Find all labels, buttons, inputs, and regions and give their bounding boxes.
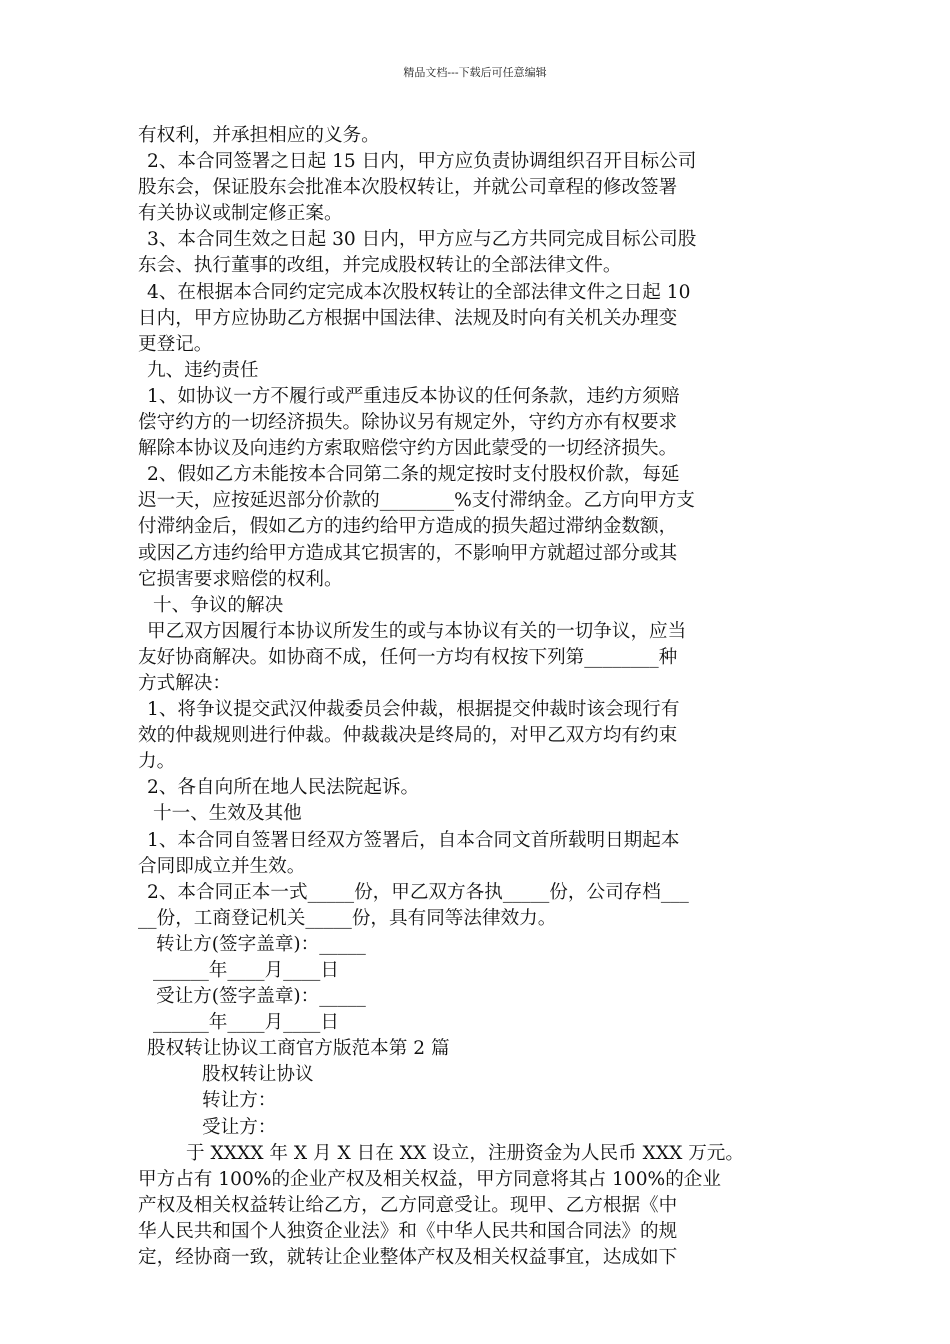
text-line: 转让方(签字盖章)：_____ <box>156 933 366 955</box>
text-line: 更登记。 <box>138 333 213 355</box>
text-line: 十、争议的解决 <box>153 594 284 616</box>
text-line: ______年____月____日 <box>153 960 339 981</box>
text-line: 效的仲裁规则进行仲裁。仲裁裁决是终局的，对甲乙双方均有约束 <box>138 725 678 747</box>
page-header: 精品文档---下载后可任意编辑 <box>403 66 547 79</box>
text-line: 华人民共和国个人独资企业法》和《中华人民共和国合同法》的规 <box>138 1220 678 1242</box>
text-line: 解除本协议及向违约方索取赔偿守约方因此蒙受的一切经济损失。 <box>138 438 678 460</box>
text-line: 十一、生效及其他 <box>153 803 302 825</box>
text-line: 2、本合同正本一式_____份，甲乙双方各执_____份，公司存档___ <box>147 881 689 903</box>
text-line: 2、本合同签署之日起 15 日内，甲方应负责协调组织召开目标公司 <box>147 151 697 173</box>
text-line: 日内，甲方应协助乙方根据中国法律、法规及时向有关机关办理变 <box>138 307 678 329</box>
text-line: 东会、执行董事的改组，并完成股权转让的全部法律文件。 <box>138 255 622 277</box>
text-line: 于 XXXX 年 X 月 X 日在 XX 设立，注册资金为人民币 XXX 万元。 <box>186 1142 744 1164</box>
text-line: 4、在根据本合同约定完成本次股权转让的全部法律文件之日起 10 <box>147 281 691 303</box>
text-line: 1、本合同自签署日经双方签署后，自本合同文首所载明日期起本 <box>147 829 680 851</box>
text-line: 力。 <box>138 751 176 773</box>
text-line: 友好协商解决。如协商不成，任何一方均有权按下列第________种 <box>138 646 678 668</box>
text-line: 它损害要求赔偿的权利。 <box>138 568 343 590</box>
text-line: 股东会，保证股东会批准本次股权转让，并就公司章程的修改签署 <box>138 177 678 199</box>
text-line: 2、各自向所在地人民法院起诉。 <box>147 777 420 799</box>
text-line: 受让方： <box>202 1116 277 1138</box>
text-line: 有关协议或制定修正案。 <box>138 203 343 225</box>
text-line: 九、违约责任 <box>147 359 259 381</box>
text-line: 1、如协议一方不履行或严重违反本协议的任何条款，违约方须赔 <box>147 385 680 407</box>
text-line: 股权转让协议工商官方版范本第 2 篇 <box>147 1038 450 1060</box>
text-line: 付滞纳金后，假如乙方的违约给甲方造成的损失超过滞纳金数额， <box>138 516 678 538</box>
text-line: 1、将争议提交武汉仲裁委员会仲裁，根据提交仲裁时该会现行有 <box>147 699 680 721</box>
text-line: __份，工商登记机关_____份，具有同等法律效力。 <box>138 907 557 929</box>
text-line: 股权转让协议 <box>202 1064 314 1086</box>
text-line: 迟一天，应按延迟部分价款的________%支付滞纳金。乙方向甲方支 <box>138 490 695 512</box>
text-line: 定，经协商一致，就转让企业整体产权及相关权益事宜，达成如下 <box>138 1247 678 1269</box>
text-line: 合同即成立并生效。 <box>138 855 306 877</box>
text-line: ______年____月____日 <box>153 1012 339 1034</box>
text-line: 转让方： <box>202 1090 277 1112</box>
text-line: 甲乙双方因履行本协议所发生的或与本协议有关的一切争议，应当 <box>147 620 687 642</box>
text-line: 偿守约方的一切经济损失。除协议另有规定外，守约方亦有权要求 <box>138 412 678 434</box>
text-line: 或因乙方违约给甲方造成其它损害的，不影响甲方就超过部分或其 <box>138 542 678 564</box>
text-line: 甲方占有 100%的企业产权及相关权益，甲方同意将其占 100%的企业 <box>138 1168 721 1190</box>
text-line: 产权及相关权益转让给乙方，乙方同意受让。现甲、乙方根据《中 <box>138 1194 678 1216</box>
text-line: 受让方(签字盖章)：_____ <box>156 986 366 1008</box>
document-body <box>138 123 810 1271</box>
text-line: 有权利，并承担相应的义务。 <box>138 125 380 146</box>
text-line: 3、本合同生效之日起 30 日内，甲方应与乙方共同完成目标公司股 <box>147 229 697 251</box>
text-line: 方式解决： <box>138 672 231 694</box>
text-line: 2、假如乙方未能按本合同第二条的规定按时支付股权价款，每延 <box>147 464 680 486</box>
